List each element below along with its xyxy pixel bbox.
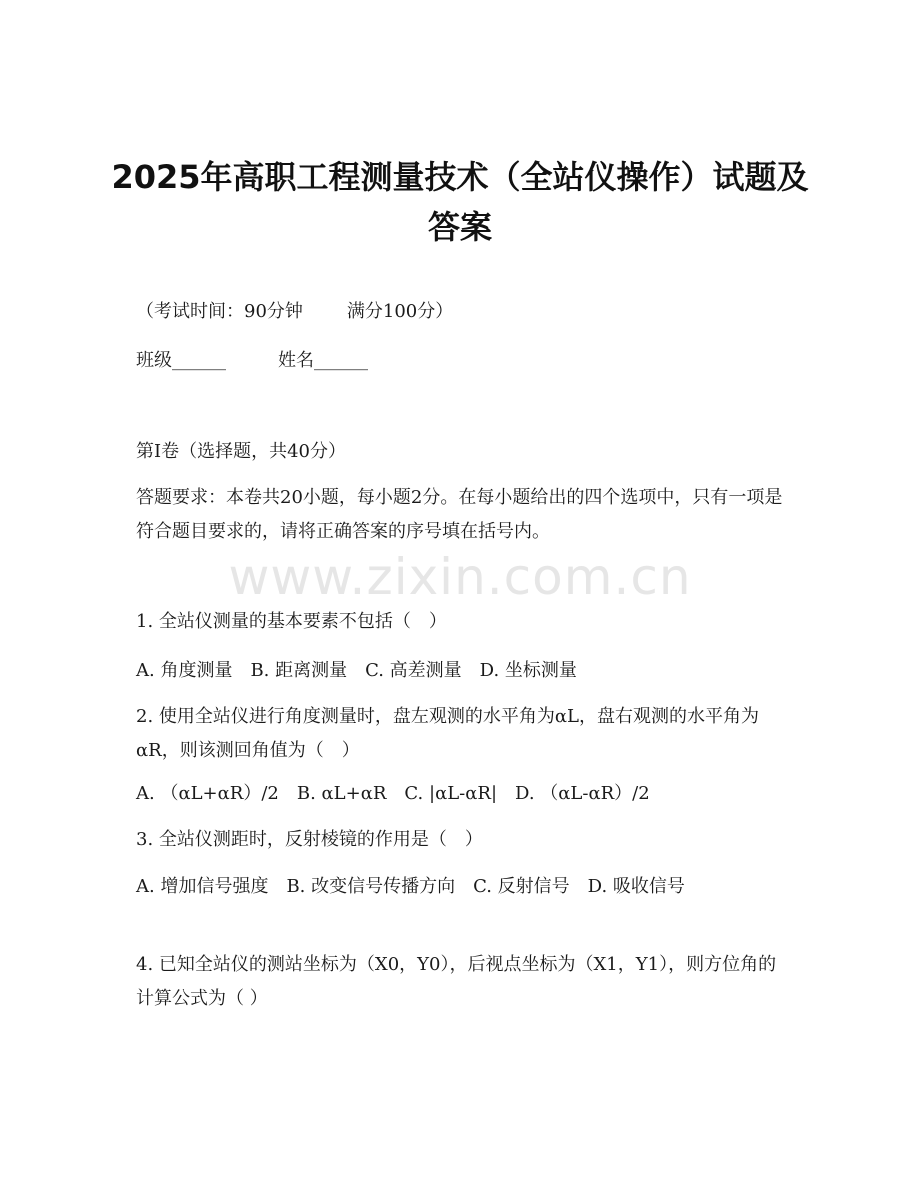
watermark: www.zixin.com.cn xyxy=(228,548,692,606)
section-heading: 第Ⅰ卷（选择题，共40分） xyxy=(136,441,347,462)
exam-time: （考试时间：90分钟 xyxy=(136,301,303,322)
question-3-options: A. 增加信号强度 B. 改变信号传播方向 C. 反射信号 D. 吸收信号 xyxy=(136,876,685,897)
question-1-stem: 1. 全站仪测量的基本要素不包括（ ） xyxy=(136,611,447,632)
student-fields xyxy=(136,346,786,376)
exam-score: 满分100分） xyxy=(346,301,454,322)
question-1-options: A. 角度测量 B. 距离测量 C. 高差测量 D. 坐标测量 xyxy=(136,660,577,681)
question-2-options: A. （αL+αR）/2 B. αL+αR C. |αL-αR| D. （αL-αR）/2 xyxy=(136,783,650,804)
question-2-stem: 2. 使用全站仪进行角度测量时，盘左观测的水平角为αL，盘右观测的水平角为αR，则该测回角值为（ ） xyxy=(136,706,760,761)
question-4-stem: 4. 已知全站仪的测站坐标为（X0，Y0），后视点坐标为（X1，Y1），则方位角的计算公式为（ ） xyxy=(136,954,777,1009)
exam-info xyxy=(136,297,786,327)
section-instructions: 答题要求：本卷共20小题，每小题2分。在每小题给出的四个选项中，只有一项是符合题目要求的，请将正确答案的序号填在括号内。 xyxy=(136,487,783,542)
class-field: 班级______ xyxy=(136,350,226,371)
name-field: 姓名______ xyxy=(278,350,368,371)
question-3-stem: 3. 全站仪测距时，反射棱镜的作用是（ ） xyxy=(136,829,483,850)
document-title: 2025年高职工程测量技术（全站仪操作）试题及答案 xyxy=(111,158,809,246)
